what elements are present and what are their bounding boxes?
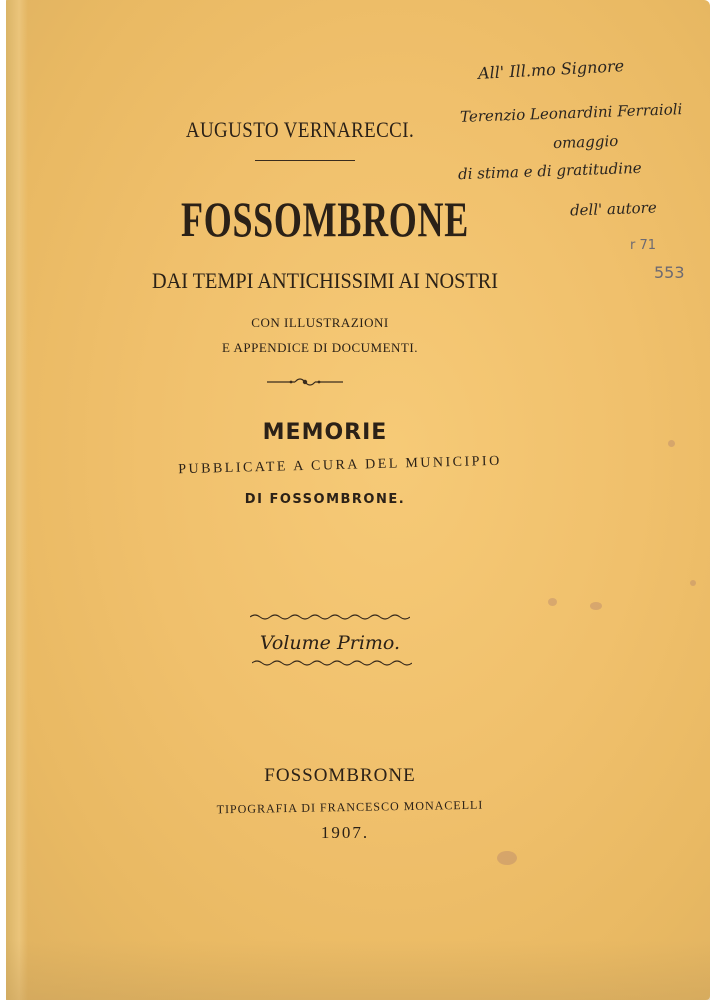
series-heading: MEMORIE — [262, 420, 388, 445]
ornament-divider — [265, 372, 345, 392]
handwritten-dedication-line: omaggio — [552, 131, 619, 153]
book-subtitle: DAI TEMPI ANTICHISSIMI AI NOSTRI — [152, 268, 498, 293]
volume-label: Volume Primo. — [259, 632, 401, 654]
subtitle-line-appendix: E APPENDICE DI DOCUMENTI. — [222, 340, 418, 355]
publisher-place: DI FOSSOMBRONE. — [244, 492, 406, 507]
publisher-line: PUBBLICATE A CURA DEL MUNICIPIO — [178, 453, 502, 478]
stain-mark — [690, 580, 696, 586]
pencil-catalog-number: 553 — [654, 263, 685, 282]
handwritten-dedication-line: Terenzio Leonardini Ferraioli — [459, 100, 683, 126]
handwritten-dedication-line: All' Ill.mo Signore — [477, 56, 625, 83]
worn-bottom-edge — [6, 940, 710, 1000]
imprint-printer: TIPOGRAFIA DI FRANCESCO MONACELLI — [216, 797, 484, 817]
book-title: FOSSOMBRONE — [181, 191, 469, 247]
stain-mark — [590, 602, 602, 610]
subtitle-line-illustrations: CON ILLUSTRAZIONI — [251, 315, 389, 330]
divider-rule — [255, 160, 355, 161]
handwritten-dedication-line: di stima e di gratitudine — [457, 158, 642, 184]
handwritten-dedication-line: dell' autore — [569, 198, 657, 220]
stain-mark — [668, 440, 675, 447]
author-name: AUGUSTO VERNARECCI. — [185, 117, 415, 142]
pencil-catalog-mark: r 71 — [630, 238, 657, 253]
spine-edge — [6, 0, 28, 1000]
wavy-rule-top — [250, 611, 410, 623]
stain-mark — [548, 598, 557, 606]
imprint-city: FOSSOMBRONE — [264, 765, 416, 786]
wavy-rule-bottom — [252, 657, 412, 669]
imprint-year: 1907. — [320, 823, 370, 842]
stain-mark — [497, 851, 517, 865]
